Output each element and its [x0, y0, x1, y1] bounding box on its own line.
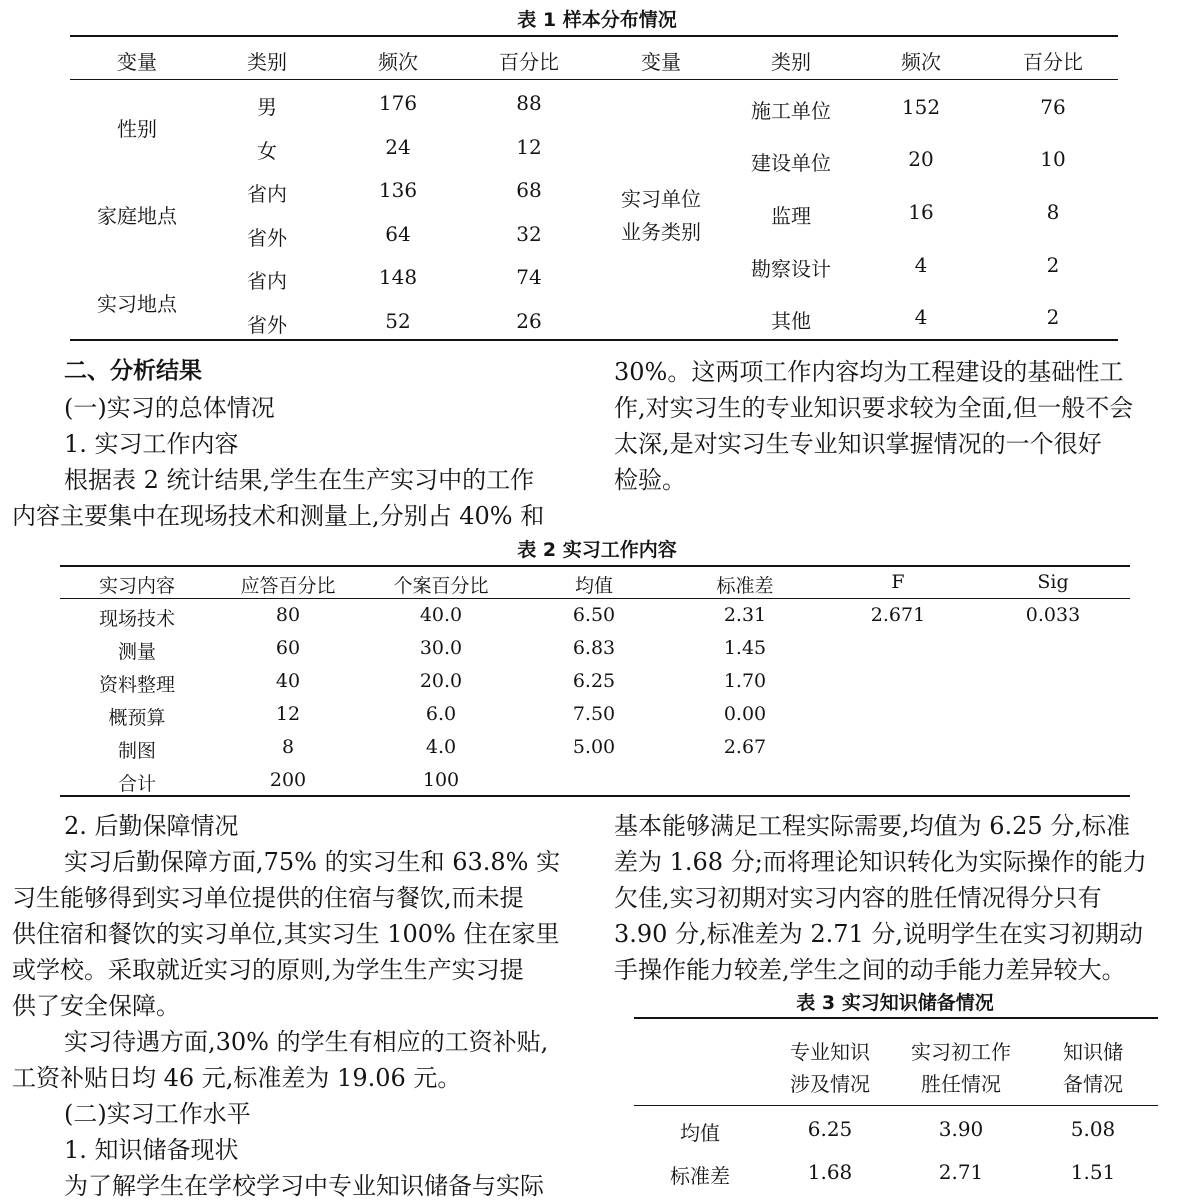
paragraph-line: 太深,是对实习生专业知识掌握情况的一个很好: [614, 430, 1102, 458]
paragraph-line: 检验。: [614, 466, 686, 494]
paragraph-line: 作,对实习生的专业知识要求较为全面,但一般不会: [614, 394, 1134, 422]
table2-caption: 表 2 实习工作内容: [517, 539, 677, 561]
table1-category-cell: 其他: [771, 309, 811, 333]
table2-cell: 1.70: [723, 670, 767, 692]
paragraph-line: 供住宿和餐饮的实习单位,其实习生 100% 住在家里: [12, 920, 560, 948]
table1-category-cell: 男: [257, 95, 277, 119]
table3-top-rule: [634, 1017, 1158, 1019]
table1-category-cell: 省外: [247, 226, 287, 250]
table1-frequency-cell: 64: [385, 222, 411, 246]
table1-var-gender: 性别: [117, 117, 157, 141]
table1-percent-cell: 8: [1046, 200, 1060, 224]
paragraph-line: 或学校。采取就近实习的原则,为学生生产实习提: [12, 956, 524, 984]
table2-cell: 8: [281, 736, 295, 758]
table2-cell: 制图: [117, 740, 157, 762]
table1-bottom-rule: [70, 339, 1118, 341]
table3-col1-line2: 涉及情况: [790, 1072, 870, 1096]
table1-frequency-cell: 152: [901, 95, 941, 119]
paragraph-line: 基本能够满足工程实际需要,均值为 6.25 分,标准: [614, 812, 1130, 840]
table1-percent-cell: 12: [516, 135, 542, 159]
table2-cell: 6.50: [572, 604, 616, 626]
paragraph-line: 手操作能力较差,学生之间的动手能力差异较大。: [614, 956, 1126, 984]
table3-cell: 2.71: [938, 1160, 984, 1184]
table3-cell: 1.68: [807, 1160, 853, 1184]
table2-cell: 40: [275, 670, 301, 692]
table1-header-cell: 类别: [247, 50, 287, 74]
table1-frequency-cell: 136: [378, 178, 418, 202]
table1-category-cell: 建设单位: [751, 151, 831, 175]
paragraph-line: 内容主要集中在现场技术和测量上,分别占 40% 和: [12, 502, 545, 530]
table1-category-cell: 女: [257, 139, 277, 163]
table1-frequency-cell: 16: [908, 200, 934, 224]
table1-percent-cell: 88: [516, 91, 542, 115]
table1-frequency-cell: 24: [385, 135, 411, 159]
table2-cell: 6.83: [572, 637, 616, 659]
table1-category-cell: 监理: [771, 204, 811, 228]
table2-cell: 40.0: [419, 604, 463, 626]
table2-bottom-rule: [60, 795, 1130, 797]
table3-cell: 标准差: [670, 1164, 730, 1188]
paragraph-line: 供了安全保障。: [12, 992, 180, 1020]
table1-var-home: 家庭地点: [97, 204, 177, 228]
table3-col1-line1: 专业知识: [790, 1040, 870, 1064]
table1-frequency-cell: 148: [378, 265, 418, 289]
heading-logistics: 2. 后勤保障情况: [64, 812, 239, 840]
heading-analysis-results: 二、分析结果: [64, 358, 202, 384]
table2-cell: 20.0: [419, 670, 463, 692]
table3-cell: 1.51: [1070, 1160, 1116, 1184]
table2-cell: 30.0: [419, 637, 463, 659]
paragraph-line: 30%。这两项工作内容均为工程建设的基础性工: [614, 358, 1124, 386]
table1-frequency-cell: 52: [385, 309, 411, 333]
table2-top-rule: [60, 565, 1130, 567]
table2-cell: 7.50: [572, 703, 616, 725]
table2-cell: 0.033: [1025, 604, 1081, 626]
table1-top-rule: [70, 35, 1118, 37]
table3-cell: 5.08: [1070, 1117, 1116, 1141]
table1-category-cell: 勘察设计: [751, 257, 831, 281]
table3-header-rule: [634, 1105, 1158, 1106]
heading-work-content: 1. 实习工作内容: [64, 430, 239, 458]
table1-var-intern-location: 实习地点: [97, 292, 177, 316]
paragraph-line: 差为 1.68 分;而将理论知识转化为实际操作的能力: [614, 848, 1147, 876]
table1-category-cell: 省外: [247, 313, 287, 337]
table3-cell: 均值: [680, 1121, 720, 1145]
paragraph-line: 习生能够得到实习单位提供的住宿与餐饮,而未提: [12, 884, 524, 912]
table1-header-cell: 类别: [771, 50, 811, 74]
table1-percent-cell: 76: [1040, 95, 1066, 119]
table3-col2-line1: 实习初工作: [911, 1040, 1011, 1064]
table1-var-unit-type-line1: 实习单位: [621, 187, 701, 211]
table1-category-cell: 省内: [247, 269, 287, 293]
table2-cell: 6.0: [425, 703, 457, 725]
table1-percent-cell: 26: [516, 309, 542, 333]
table1-percent-cell: 74: [516, 265, 542, 289]
table2-cell: 资料整理: [98, 674, 176, 696]
table2-cell: 4.0: [425, 736, 457, 758]
table2-cell: 2.67: [723, 736, 767, 758]
knowledge-paragraph-line: 为了解学生在学校学习中专业知识储备与实际: [64, 1172, 544, 1200]
table1-header-cell: 频次: [378, 50, 418, 74]
table2-cell: 2.31: [723, 604, 767, 626]
heading-work-level: (二)实习工作水平: [64, 1100, 251, 1128]
table3-cell: 6.25: [807, 1117, 853, 1141]
table1-percent-cell: 68: [516, 178, 542, 202]
table2-cell: 6.25: [572, 670, 616, 692]
table3-col3-line1: 知识储: [1063, 1040, 1123, 1064]
table2-cell: 现场技术: [98, 608, 176, 630]
paragraph-line: 欠佳,实习初期对实习内容的胜任情况得分只有: [614, 884, 1102, 912]
paragraph-line: 根据表 2 统计结果,学生在生产实习中的工作: [64, 466, 535, 494]
table2-header-cell: 应答百分比: [240, 575, 336, 597]
table2-cell: 测量: [117, 641, 157, 663]
table2-header-cell: 实习内容: [98, 575, 176, 597]
table1-percent-cell: 2: [1046, 305, 1060, 329]
table2-cell: 200: [269, 769, 307, 791]
table3-col2-line2: 胜任情况: [921, 1072, 1001, 1096]
table1-percent-cell: 32: [516, 222, 542, 246]
paragraph-line: 实习待遇方面,30% 的学生有相应的工资补贴,: [64, 1028, 549, 1056]
table1-header-cell: 变量: [117, 50, 157, 74]
table2-header-cell: 个案百分比: [393, 575, 489, 597]
table1-category-cell: 省内: [247, 182, 287, 206]
table2-cell: 1.45: [723, 637, 767, 659]
table3-cell: 3.90: [938, 1117, 984, 1141]
table1-var-unit-type-line2: 业务类别: [621, 220, 701, 244]
table2-header-cell: F: [891, 571, 905, 593]
table1-frequency-cell: 20: [908, 147, 934, 171]
table1-percent-cell: 10: [1040, 147, 1066, 171]
table2-cell: 5.00: [572, 736, 616, 758]
table2-cell: 2.671: [870, 604, 926, 626]
table2-cell: 100: [422, 769, 460, 791]
table1-header-cell: 变量: [641, 50, 681, 74]
paragraph-line: 工资补贴日均 46 元,标准差为 19.06 元。: [12, 1064, 462, 1092]
table3-col3-line2: 备情况: [1063, 1072, 1123, 1096]
paragraph-line: 实习后勤保障方面,75% 的实习生和 63.8% 实: [64, 848, 561, 876]
heading-knowledge-reserve: 1. 知识储备现状: [64, 1136, 239, 1164]
table1-frequency-cell: 4: [914, 305, 928, 329]
table2-cell: 12: [275, 703, 301, 725]
table1-header-rule: [70, 79, 1118, 80]
table2-cell: 概预算: [108, 707, 166, 729]
table2-cell: 80: [275, 604, 301, 626]
table2-cell: 60: [275, 637, 301, 659]
table1-header-cell: 百分比: [1023, 50, 1083, 74]
table1-frequency-cell: 176: [378, 91, 418, 115]
paragraph-line: 3.90 分,标准差为 2.71 分,说明学生在实习初期动: [614, 920, 1144, 948]
table1-caption: 表 1 样本分布情况: [517, 9, 677, 31]
table2-header-cell: Sig: [1037, 571, 1069, 593]
table2-cell: 0.00: [723, 703, 767, 725]
table1-header-cell: 百分比: [499, 50, 559, 74]
table1-percent-cell: 2: [1046, 253, 1060, 277]
table3-caption: 表 3 实习知识储备情况: [796, 992, 994, 1014]
table2-header-cell: 标准差: [716, 575, 774, 597]
heading-overall-situation: (一)实习的总体情况: [64, 394, 275, 422]
table2-header-cell: 均值: [574, 575, 614, 597]
table1-header-cell: 频次: [901, 50, 941, 74]
table2-header-rule: [60, 598, 1130, 599]
table1-category-cell: 施工单位: [751, 99, 831, 123]
table2-cell: 合计: [117, 773, 157, 795]
table1-frequency-cell: 4: [914, 253, 928, 277]
